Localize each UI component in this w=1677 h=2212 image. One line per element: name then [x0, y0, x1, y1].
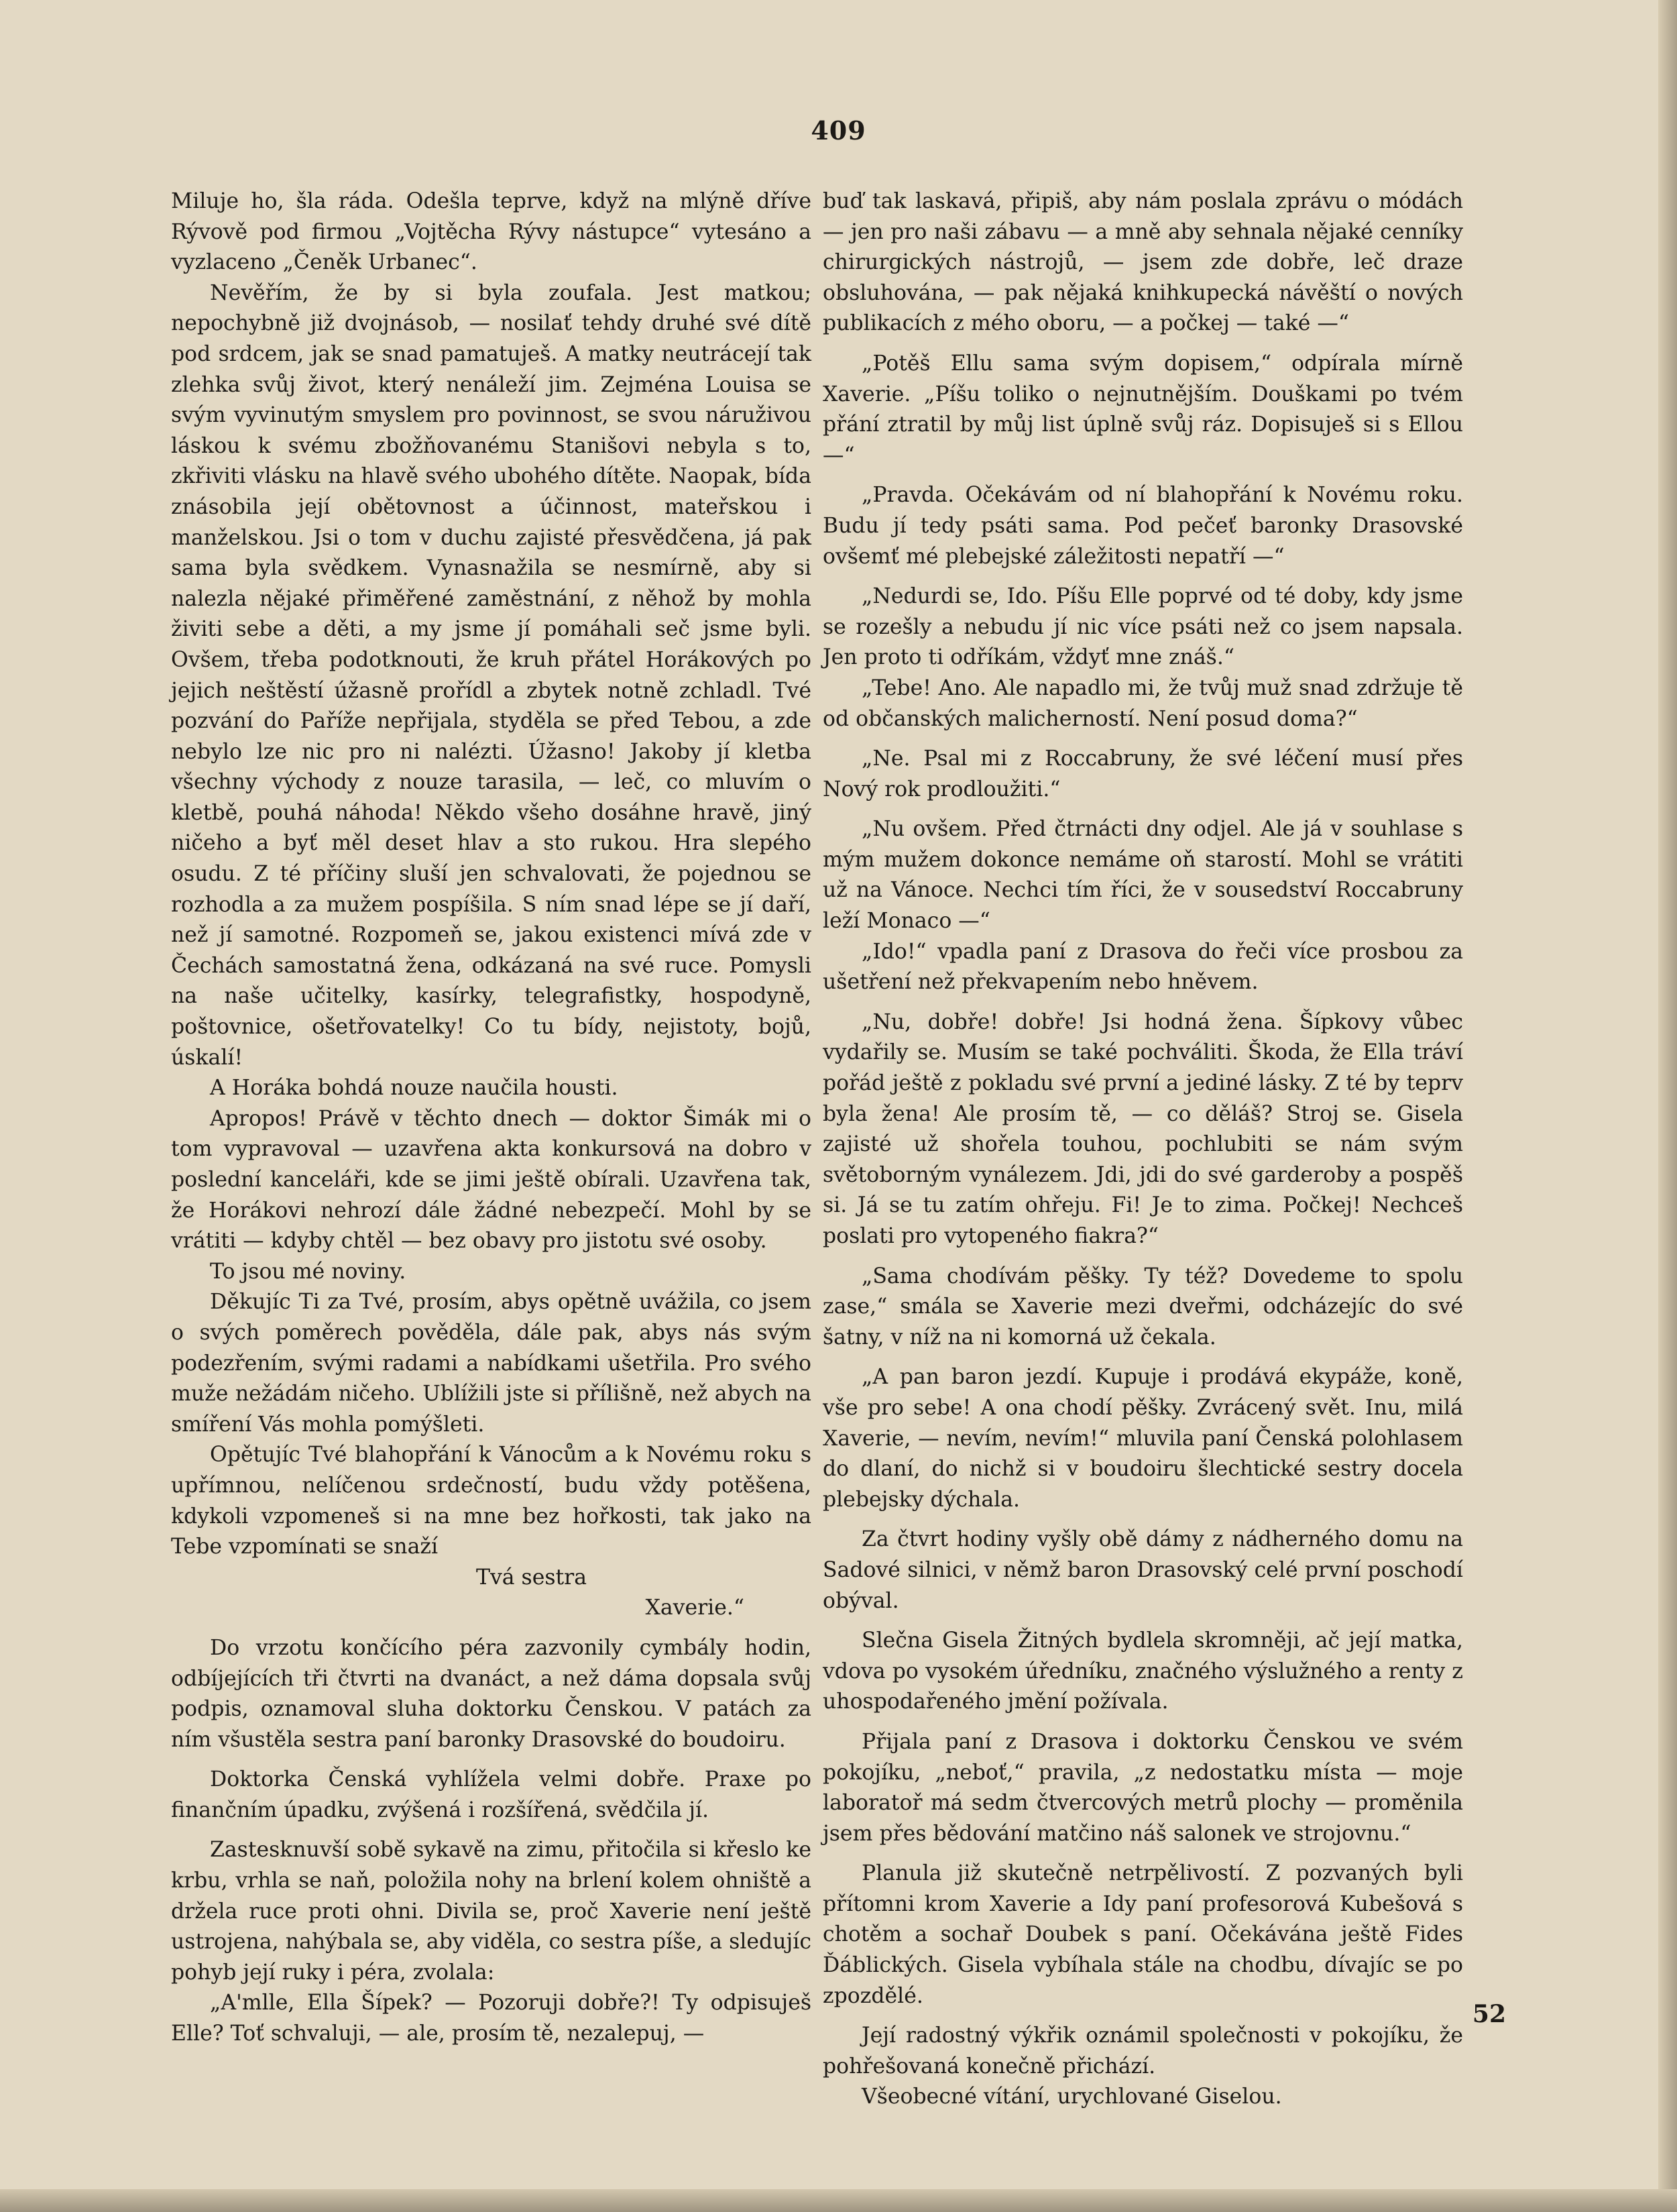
paragraph: Opětujíc Tvé blahopřání k Vánocům a k Novému roku s upřímnou, nelíčenou srdečností, budu vždy potěšena, kdykoli vzpomeneš si na mne bez hořkosti, tak jako na Tebe vzpomínati se snaží [171, 1443, 811, 1559]
paragraph: „Nu, dobře! dobře! Jsi hodná žena. Šípkovy vůbec vydařily se. Musím se také pochváliti. Škoda, že Ella tráví pořád ještě z pokladu své první a jediné lásky. Z té by teprv byla žena! Ale prosím tě, — co děláš? Stroj se. Gisela zajisté už shořela touhou, pochlubiti se nám svým světoborným vynálezem. Jdi, jdi do své garderoby a pospěš si. Já se tu zatím ohřeju. Fi! Je to zima. Počkej! Nechceš poslati pro vytopeného fiakra?“ [823, 1009, 1463, 1248]
paragraph: „Nedurdi se, Ido. Píšu Elle poprvé od té doby, kdy jsme se rozešly a nebudu jí nic více psáti než co jsem napsala. Jen proto ti odříkám, vždyť mne znáš.“ [823, 584, 1463, 670]
page-number: 409 [811, 115, 866, 146]
paragraph: „A pan baron jezdí. Kupuje i prodává ekypáže, koně, vše pro sebe! A ona chodí pěšky. Zvrácený svět. Inu, milá Xaverie, — nevím, nevím!“ mluvila paní Čenská polohlasem do dlaní, do nichž si v boudoiru šlechtické sestry docela plebejsky dýchala. [823, 1365, 1463, 1512]
paragraph: „Nu ovšem. Před čtrnácti dny odjel. Ale já v souhlase s mým mužem dokonce nemáme oň starostí. Mohl se vrátiti už na Vánoce. Nechci tím říci, že v sousedství Roccabruny leží Monaco —“ [823, 817, 1463, 934]
paragraph: Miluje ho, šla ráda. Odešla teprve, když na mlýně dříve Rývově pod firmou „Vojtěcha Rývy nástupce“ vytesáno a vyzlaceno „Čeněk Urbanec“. [171, 189, 811, 275]
paragraph: Apropos! Právě v těchto dnech — doktor Šimák mi o tom vypravoval — uzavřena akta konkursová na dobro v poslední kanceláři, kde se jimi ještě obírali. Uzavřena tak, že Horákovi nehrozí dále žádné nebezpečí. Mohl by se vrátiti — kdyby chtěl — bez obavy pro jistotu své osoby. [171, 1106, 811, 1254]
paragraph: „A'mlle, Ella Šípek? — Pozoruji dobře?! Ty odpisuješ Elle? Toť schvaluji, — ale, prosím tě, nezalepuj, — [171, 1991, 811, 2046]
paragraph: A Horáka bohdá nouze naučila housti. [210, 1076, 618, 1101]
paragraph: Slečna Gisela Žitných bydlela skromněji, ač její matka, vdova po vysokém úředníku, značného výslužného a renty z uhospodařeného jmění požívala. [823, 1628, 1463, 1714]
paragraph: Její radostný výkřik oznámil společnosti v pokojíku, že pohřešovaná konečně přichází. [823, 2024, 1463, 2079]
paragraph: „Ne. Psal mi z Roccabruny, že své léčení musí přes Nový rok prodloužiti.“ [823, 746, 1463, 801]
paragraph: Nevěřím, že by si byla zoufala. Jest matkou; nepochybně již dvojnásob, — nosilať tehdy druhé své dítě pod srdcem, jak se snad pamatuješ. A matky neutrácejí tak zlehka svůj život, který nenáleží jim. Zejména Louisa se svým vyvinutým smyslem pro povinnost, se svou náruživou láskou k svému zbožňovanému Stanišovi nebyla s to, zkřiviti vlásku na hlavě svého ubohého dítěte. Naopak, bída znásobila její obětovnost a účinnost, mateřskou i manželskou. Jsi o tom v duchu zajisté přesvědčena, já pak sama byla svědkem. Vynasnažila se nesmírně, aby si nalezla nějaké přiměřené zaměstnání, z něhož by mohla živiti sebe a děti, a my jsme jí pomáhali seč jsme byli. Ovšem, třeba podotknouti, že kruh přátel Horákových po jejich neštěstí úžasně prořídl a zbytek notně zchladl. Tvé pozvání do Paříže nepřijala, styděla se před Tebou, a zde nebylo lze nic pro ni nalézti. Úžasno! Jakoby jí kletba všechny východy z nouze tarasila, — leč, co mluvím o kletbě, pouhá náhoda! Někdo všeho dosáhne hravě, jiný ničeho a byť měl deset hlav a sto rukou. Hra slepého osudu. Z té příčiny sluší jen schvalovati, že pojednou se rozhodla a za mužem pospíšila. S ním snad lépe se jí daří, než jí samotné. Rozpomeň se, jakou existenci mívá zde v Čechách samostatná žena, odkázaná na své ruce. Pomysli na naše učitelky, kasírky, telegrafistky, hospodyně, poštovnice, ošetřovatelky! Co tu bídy, nejistoty, bojů, úskalí! [171, 280, 811, 1070]
paragraph: Všeobecné vítání, urychlované Giselou. [862, 2085, 1282, 2109]
paragraph: „Tebe! Ano. Ale napadlo mi, že tvůj muž snad zdržuje tě od občanských malicherností. Není posud doma?“ [823, 675, 1463, 731]
letter-closing: Tvá sestra [475, 1565, 587, 1590]
paragraph: Do vrzotu končícího péra zazvonily cymbály hodin, odbíjejících tři čtvrti na dvanáct, a než dáma dopsala svůj podpis, oznamoval sluha doktorku Čenskou. V patách za ním všustěla sestra paní baronky Drasovské do boudoiru. [171, 1635, 811, 1752]
paragraph: Přijala paní z Drasova i doktorku Čenskou ve svém pokojíku, „neboť,“ pravila, „z nedostatku místa — moje laboratoř má sedm čtvercových metrů plochy — proměnila jsem přes bědování matčino náš salonek ve strojovnu.“ [823, 1729, 1463, 1846]
paragraph: Doktorka Čenská vyhlížela velmi dobře. Praxe po finančním úpadku, zvýšená i rozšířená, svědčila jí. [171, 1767, 811, 1822]
paragraph: Zastesknuvší sobě sykavě na zimu, přitočila si křeslo ke krbu, vrhla se naň, položila nohy na brlení kolem ohniště a držela ruce proti ohni. Divila se, proč Xaverie není ještě ustrojena, nahýbala se, aby viděla, co sestra píše, a sledujíc pohyb její ruky i péra, zvolala: [171, 1838, 811, 1985]
paragraph: To jsou mé noviny. [210, 1259, 406, 1284]
letter-signature: Xaverie.“ [645, 1596, 744, 1620]
paragraph: Za čtvrt hodiny vyšly obě dámy z nádherného domu na Sadové silnici, v němž baron Drasovský celé první poschodí obýval. [823, 1527, 1463, 1613]
printer-signature-mark: 52 [1472, 2000, 1506, 2028]
right-column [823, 186, 1463, 2113]
paragraph: Děkujíc Ti za Tvé, prosím, abys opětně uvážila, co jsem o svých poměrech pověděla, dále pak, abys nás svým podezřením, svými radami a nabídkami ušetřila. Pro svého muže nežádám ničeho. Ublížili jste si přílišně, než abych na smíření Vás mohla pomýšleti. [171, 1290, 811, 1437]
paragraph: buď tak laskavá, připiš, aby nám poslala zprávu o módách — jen pro naši zábavu — a mně aby sehnala nějaké cenníky chirurgických nástrojů, — jsem zde dobře, leč draze obsluhována, — pak nějaká knihkupecká návěští o nových publikacích z mého oboru, — a počkej — také —“ [823, 189, 1463, 336]
page-edge-shadow [1658, 0, 1677, 2212]
page-bottom-shadow [0, 2189, 1677, 2212]
paragraph: „Sama chodívám pěšky. Ty též? Dovedeme to spolu zase,“ smála se Xaverie mezi dveřmi, odcházejíc do své šatny, v níž na ni komorná už čekala. [823, 1264, 1463, 1349]
paragraph: „Ido!“ vpadla paní z Drasova do řeči více prosbou za ušetření než překvapením nebo hněvem. [823, 939, 1463, 995]
paragraph: „Pravda. Očekávám od ní blahopřání k Novému roku. Budu jí tedy psáti sama. Pod pečeť baronky Drasovské ovšemť mé plebejské záležitosti nepatří —“ [823, 483, 1463, 569]
paragraph: Planula již skutečně netrpělivostí. Z pozvaných byli přítomni krom Xaverie a Idy paní profesorová Kubešová s chotěm a sochař Doubek s paní. Očekávána ještě Fides Ďáblických. Gisela vybíhala stále na chodbu, dívajíc se po zpozdělé. [823, 1861, 1463, 2008]
paragraph: „Potěš Ellu sama svým dopisem,“ odpírala mírně Xaverie. „Píšu toliko o nejnutnějším. Douškami po tvém přání ztratil by můj list úplně svůj ráz. Dopisuješ si s Ellou —“ [823, 351, 1463, 467]
left-column [171, 186, 811, 2050]
